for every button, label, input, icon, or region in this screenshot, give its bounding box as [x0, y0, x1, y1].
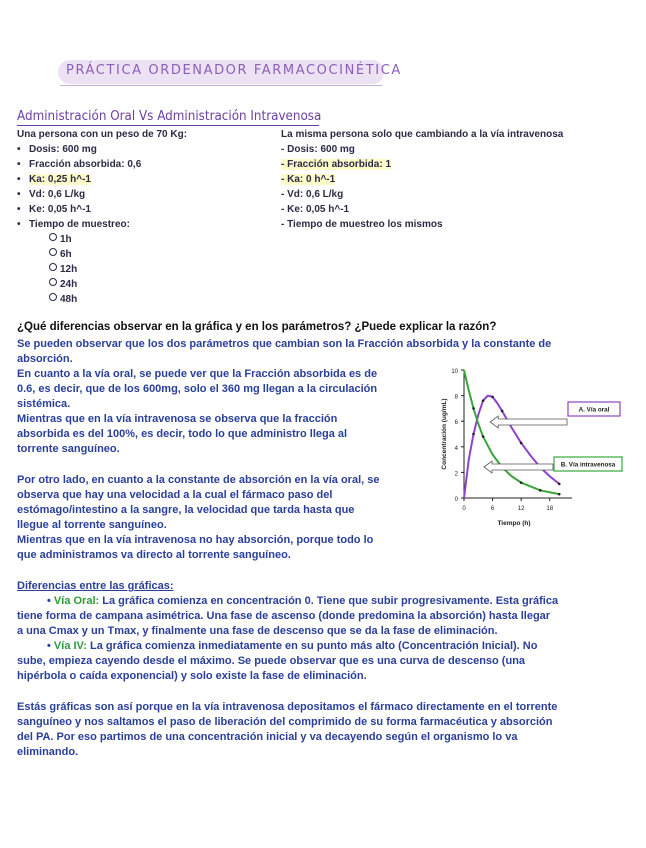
- conclusion-paragraph: Estás gráficas son así porque en la vía intravenosa depositamos el fármaco directamente en el torrente sanguíneo y nos saltamos el paso de liberación del comprimido de su forma farmacéutica y absorción del PA. Por eso partimos de una concentración inicial y va decayendo según el organismo lo va eliminando.: [17, 701, 558, 758]
- data-point: [520, 442, 523, 445]
- data-point: [539, 489, 542, 492]
- concentration-chart: [432, 360, 632, 545]
- iv-params: [281, 127, 611, 232]
- oral-item: • Tiempo de muestreo:: [17, 219, 130, 230]
- legend-label: A. Vía oral: [578, 406, 610, 414]
- sample-time: 24h: [17, 277, 287, 292]
- iv-item: - Fracción absorbida: 1: [281, 159, 392, 170]
- iv-item: - Ke: 0,05 h^-1: [281, 204, 350, 215]
- sample-time: 12h: [17, 262, 287, 277]
- oral-difference: • Vía Oral: La gráfica comienza en concentración 0. Tiene que subir progresivamente. Esta gráfica tiene forma de campana asimétrica. Una fase de ascenso (donde predomina la absorción) hasta llegar a una Cmax y un Tmax, y finalmente una fase de descenso que se da la fase de eliminación.: [17, 595, 559, 637]
- x-axis-label: Tiempo (h): [497, 520, 531, 527]
- sample-time: 48h: [17, 292, 287, 307]
- answer-paragraph-2: En cuanto a la vía oral, se puede ver que la Fracción absorbida es de 0.6, es decir, que de los 600mg, solo el 360 mg llegan a la circulación sistémica.: [17, 368, 378, 410]
- oral-intro: Una persona con un peso de 70 Kg:: [17, 129, 188, 140]
- legend-arrow: [484, 461, 553, 473]
- x-tick-label: 0: [462, 506, 466, 512]
- oral-item: • Vd: 0,6 L/kg: [17, 189, 86, 200]
- x-tick-label: 12: [517, 506, 525, 512]
- question: ¿Qué diferencias observar en la gráfica y en los parámetros? ¿Puede explicar la razón?: [17, 321, 497, 333]
- page-title: PRÁCTICA ORDENADOR FARMACOCINÉTICA: [66, 63, 402, 78]
- data-point: [491, 396, 494, 399]
- answer-paragraph-1: Se pueden observar que los dos parámetros que cambian son la Fracción absorbida y la constante de absorción.: [17, 338, 552, 365]
- answer-paragraph-4: Por otro lado, en cuanto a la constante de absorción en la vía oral, se observa que hay una velocidad a la cual el fármaco paso del estómago/intestino a la sangre, la velocidad que tarda hasta que llegue al torrente sanguíneo.: [17, 474, 380, 531]
- x-tick-label: 18: [546, 506, 554, 512]
- y-tick-label: 8: [454, 394, 458, 401]
- y-axis-label: Concentración (ug/mL): [441, 398, 448, 470]
- iv-series-line: [464, 370, 559, 494]
- section-underline: [17, 125, 319, 126]
- oral-label: Vía Oral:: [53, 595, 100, 607]
- iv-difference: • Vía IV: La gráfica comienza inmediatamente en su punto más alto (Concentración Inicial). No sube, empieza cayendo desde el máximo. Se puede observar que es una curva de descenso (una hipérbola o caída exponencial) y solo existe la fase de eliminación.: [17, 640, 538, 682]
- iv-item: - Ka: 0 h^-1: [281, 174, 336, 185]
- data-point: [482, 435, 485, 438]
- iv-item: - Tiempo de muestreo los mismos: [281, 219, 443, 230]
- iv-label: Vía IV:: [53, 640, 87, 652]
- oral-item: • Ke: 0,05 h^-1: [17, 204, 91, 215]
- data-point: [482, 399, 485, 402]
- y-tick-label: 2: [454, 471, 458, 478]
- data-point: [558, 483, 561, 486]
- iv-item: - Dosis: 600 mg: [281, 144, 355, 155]
- sample-time: 6h: [17, 247, 287, 262]
- data-point: [558, 493, 561, 496]
- oral-item: • Dosis: 600 mg: [17, 144, 97, 155]
- oral-item: • Ka: 0,25 h^-1: [17, 174, 91, 185]
- data-point: [472, 407, 475, 410]
- data-point: [520, 481, 523, 484]
- oral-item: • Fracción absorbida: 0,6: [17, 159, 142, 170]
- oral-params: [17, 127, 287, 307]
- legend-label: B. Vía intravenosa: [560, 461, 616, 469]
- answer-paragraph-5: Mientras que en la vía intravenosa no hay absorción, porque todo lo que administramos va directo al torrente sanguíneo.: [17, 534, 374, 561]
- iv-intro: La misma persona solo que cambiando a la vía intravenosa: [281, 129, 564, 140]
- section-heading: Administración Oral Vs Administración Intravenosa: [17, 109, 322, 124]
- data-point: [472, 433, 475, 436]
- oral-series-line: [464, 396, 559, 498]
- y-tick-label: 4: [454, 445, 458, 452]
- y-tick-label: 6: [454, 420, 458, 427]
- x-tick-label: 6: [490, 506, 495, 512]
- title-underline: [60, 85, 382, 86]
- differences-heading: Diferencias entre las gráficas:: [17, 580, 174, 592]
- sample-time: 1h: [17, 232, 287, 247]
- answer-paragraph-3: Mientras que en la vía intravenosa se observa que la fracción absorbida es del 100%, es decir, todo lo que administro llega al torrente sanguíneo.: [17, 413, 348, 455]
- y-tick-label: 10: [451, 369, 458, 375]
- y-tick-label: 0: [454, 497, 458, 503]
- legend-arrow: [490, 416, 567, 428]
- iv-item: - Vd: 0,6 L/kg: [281, 189, 344, 200]
- data-point: [501, 410, 504, 413]
